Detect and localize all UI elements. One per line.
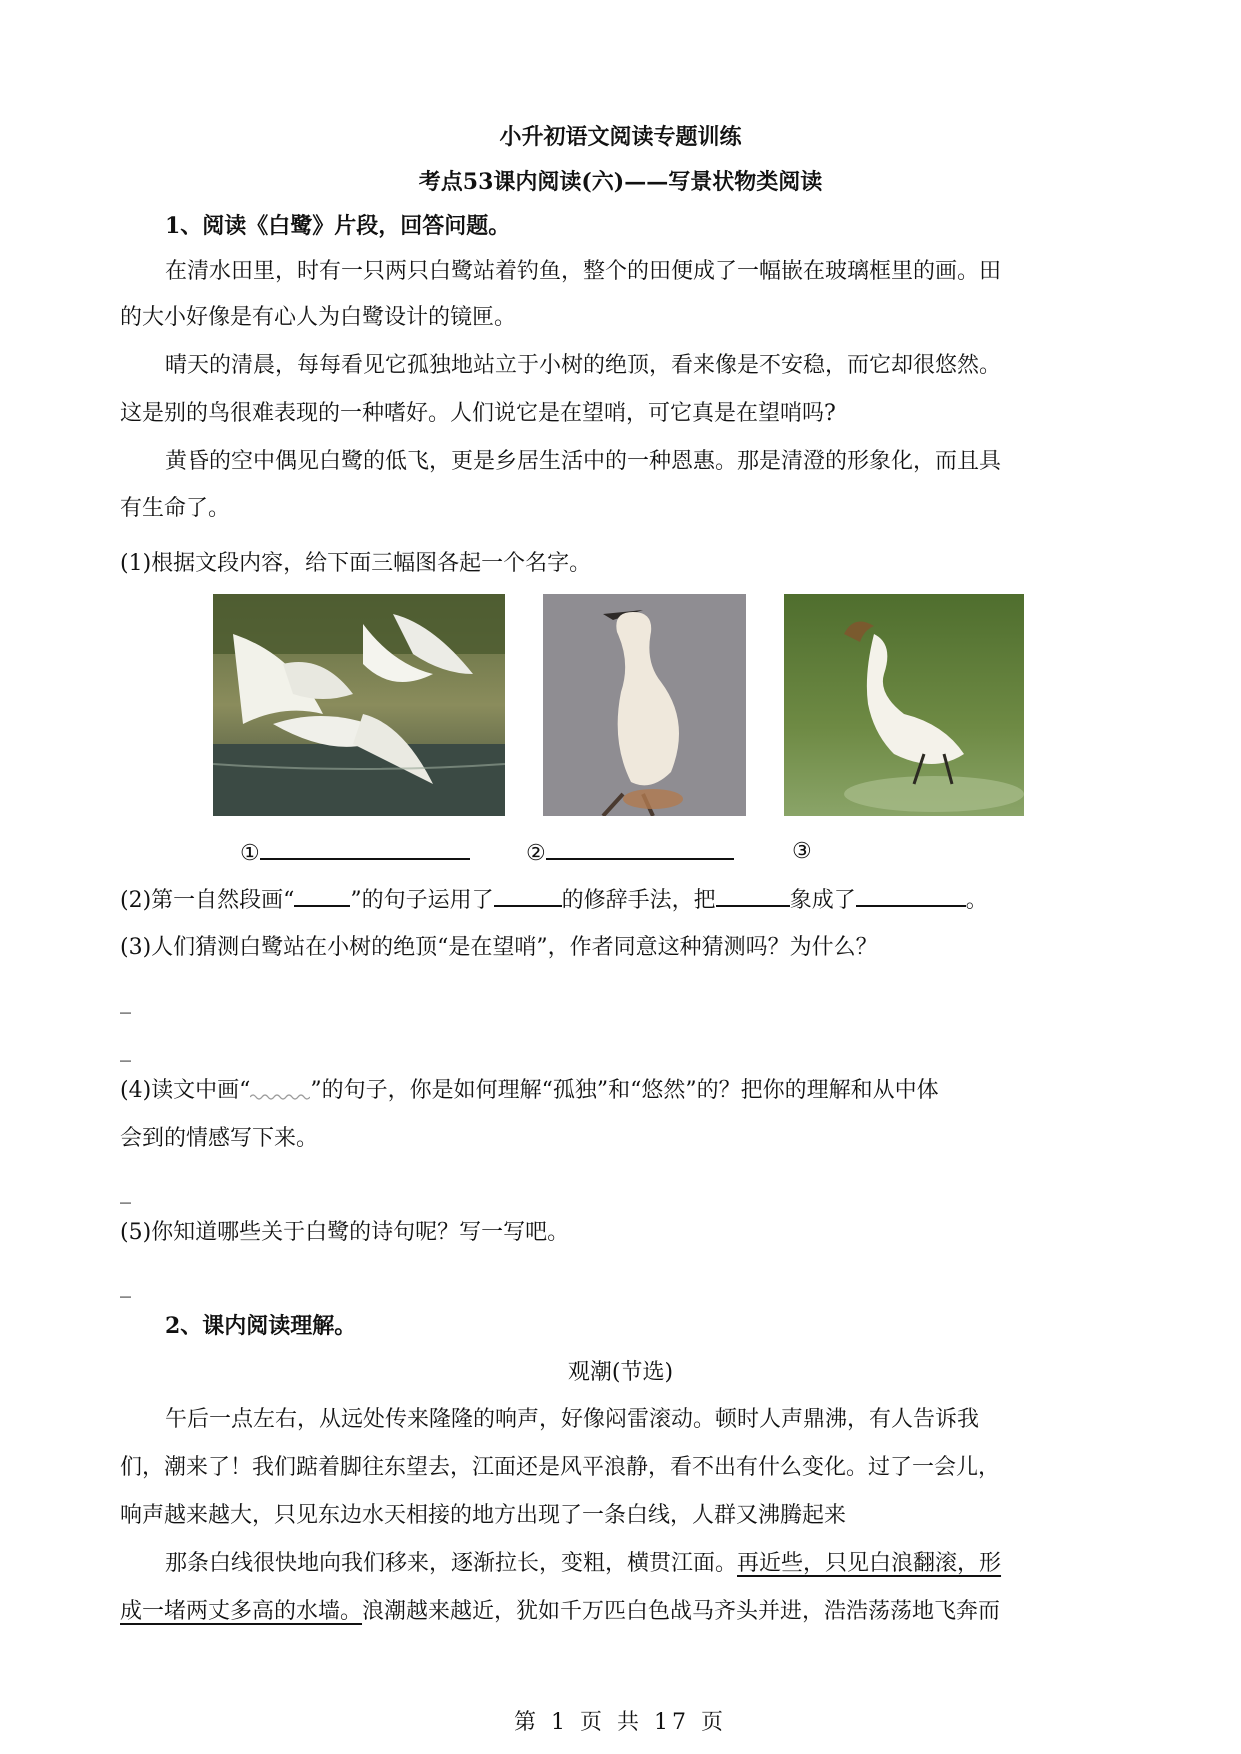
egret-standing-image	[543, 594, 746, 816]
passage-paragraph-3-cont: 有生命了。	[120, 496, 231, 521]
answer-line-3a[interactable]: _	[120, 989, 131, 1014]
page-subtitle: 考点53课内阅读(六)——写景状物类阅读	[418, 169, 823, 195]
passage-paragraph-1: 在清水田里，时有一只两只白鹭站着钓鱼，整个的田便成了一幅嵌在玻璃框里的画。田	[165, 259, 1002, 284]
sub-question-3: (3)人们猜测白鹭站在小树的绝顶“是在望哨”，作者同意这种猜测吗？为什么？	[120, 935, 878, 960]
image-name-answer-3[interactable]	[792, 836, 892, 868]
sub-question-2-text-d: 象成了	[789, 888, 856, 913]
sub-question-5: (5)你知道哪些关于白鹭的诗句呢？写一写吧。	[120, 1220, 570, 1245]
wavy-underline-mark	[250, 1075, 310, 1097]
image-name-answer-1[interactable]	[240, 836, 500, 870]
answer-line-5[interactable]: _	[120, 1273, 131, 1298]
answer-line-4[interactable]: _	[120, 1179, 131, 1204]
page-title: 小升初语文阅读专题训练	[499, 124, 742, 150]
question-2-heading: 2、课内阅读理解。	[165, 1313, 357, 1339]
passage-paragraph-1-cont: 的大小好像是有心人为白鹭设计的镜匣。	[120, 305, 517, 330]
image-name-answer-2[interactable]	[526, 836, 766, 870]
sub-question-4	[120, 1075, 1120, 1107]
answer-line-3b[interactable]: _	[120, 1037, 131, 1062]
passage-2-paragraph-1: 午后一点左右，从远处传来隆隆的响声，好像闷雷滚动。顿时人声鼎沸，有人告诉我	[165, 1407, 980, 1432]
passage-2-paragraph-2-text-cont: 浪潮越来越近，犹如千万匹白色战马齐头并进，浩浩荡荡地飞奔而	[362, 1599, 1001, 1624]
underlined-sentence-part-1: 再近些，只见白浪翻滚，形	[737, 1551, 1002, 1576]
image-label-2: ②	[526, 841, 546, 866]
image-name-blank-2[interactable]	[546, 836, 734, 860]
egrets-flying-image	[213, 594, 505, 816]
passage-paragraph-2: 晴天的清晨，每每看见它孤独地站立于小树的绝顶，看来像是不安稳，而它却很悠然。	[165, 353, 1002, 378]
sub-question-2-text-e: 。	[965, 888, 988, 913]
sub-question-2	[120, 883, 1120, 917]
image-label-1: ①	[240, 841, 260, 866]
compared-object-blank[interactable]	[716, 883, 790, 907]
sub-question-4-text-a: (4)读文中画“	[120, 1078, 251, 1103]
sub-question-4-text-b: ”的句子，你是如何理解“孤独”和“悠然”的？把你的理解和从中体	[310, 1078, 939, 1103]
passage-2-paragraph-2-text: 那条白线很快地向我们移来，逐渐拉长，变粗，横贯江面。	[165, 1551, 738, 1576]
passage-2-paragraph-1-cont2: 响声越来越大，只见东边水天相接的地方出现了一条白线，人群又沸腾起来	[120, 1503, 847, 1528]
passage-2-paragraph-1-cont: 们，潮来了！我们踮着脚往东望去，江面还是风平浪静，看不出有什么变化。过了一会儿，	[120, 1455, 1001, 1480]
rhetoric-device-blank[interactable]	[494, 883, 562, 907]
page-footer: 第 1 页 共 17 页	[514, 1710, 727, 1735]
underlined-sentence-blank[interactable]	[294, 883, 350, 907]
sub-question-2-text-a: (2)第一自然段画“	[120, 888, 295, 913]
sub-question-1: (1)根据文段内容，给下面三幅图各起一个名字。	[120, 551, 592, 576]
passage-paragraph-3: 黄昏的空中偶见白鹭的低飞，更是乡居生活中的一种恩惠。那是清澄的形象化，而且具	[165, 449, 1002, 474]
passage-paragraph-2-cont: 这是别的鸟很难表现的一种嗜好。人们说它是在望哨，可它真是在望哨吗?	[120, 401, 836, 426]
passage-title: 观潮(节选)	[567, 1360, 674, 1385]
compared-to-blank[interactable]	[856, 883, 966, 907]
image-label-3: ③	[792, 839, 812, 864]
question-1-heading: 1、阅读《白鹭》片段，回答问题。	[165, 213, 511, 239]
sub-question-4-cont: 会到的情感写下来。	[120, 1126, 319, 1151]
image-name-blank-1[interactable]	[260, 836, 470, 860]
sub-question-2-text-c: 的修辞手法，把	[561, 888, 716, 913]
sub-question-2-text-b: ”的句子运用了	[350, 888, 494, 913]
passage-2-paragraph-2-cont	[120, 1596, 1120, 1628]
egret-fishing-image	[784, 594, 1024, 816]
passage-2-paragraph-2	[165, 1548, 1125, 1580]
underlined-sentence-part-2: 成一堵两丈多高的水墙。	[120, 1599, 363, 1624]
